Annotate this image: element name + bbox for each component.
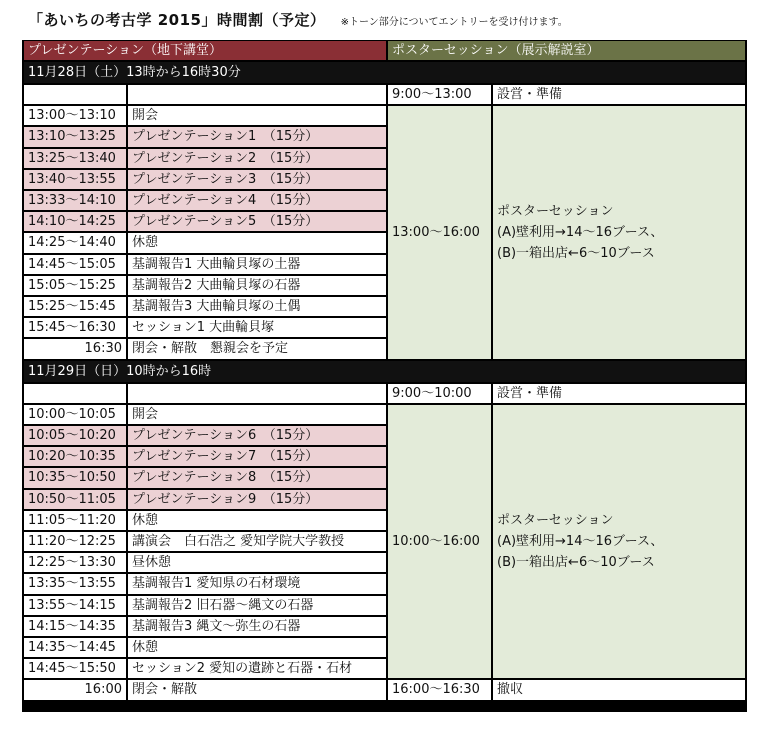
schedule-time: 10:00〜10:05 — [24, 405, 126, 424]
schedule-time: 16:30 — [24, 339, 126, 358]
schedule-time: 13:10〜13:25 — [24, 127, 126, 146]
poster-desc-line: ポスターセッション — [497, 203, 614, 219]
schedule-time: 13:25〜13:40 — [24, 149, 126, 168]
poster-main-time: 13:00〜16:00 — [388, 106, 491, 358]
schedule-time: 14:15〜14:35 — [24, 617, 126, 636]
schedule-time: 10:20〜10:35 — [24, 447, 126, 466]
schedule-description: プレゼンテーション5 （15分） — [128, 212, 386, 231]
poster-desc-line: (B)一箱出店←6〜10ブース — [497, 555, 655, 571]
schedule-time: 15:45〜16:30 — [24, 318, 126, 337]
schedule-description: 休憩 — [128, 638, 386, 657]
schedule-time: 11:05〜11:20 — [24, 511, 126, 530]
schedule-description: 開会 — [128, 106, 386, 125]
presentation-header: プレゼンテーション（地下講堂） — [24, 41, 386, 60]
blank-time-cell — [24, 384, 126, 403]
schedule-time: 10:05〜10:20 — [24, 426, 126, 445]
schedule-description: 講演会 白石浩之 愛知学院大学教授 — [128, 532, 386, 551]
poster-setup-time: 9:00〜10:00 — [388, 384, 491, 403]
schedule-description: プレゼンテーション4 （15分） — [128, 191, 386, 210]
poster-main-time: 10:00〜16:00 — [388, 405, 491, 679]
schedule-table — [22, 40, 747, 712]
schedule-time: 12:25〜13:30 — [24, 553, 126, 572]
schedule-description: 基調報告2 旧石器〜縄文の石器 — [128, 596, 386, 615]
schedule-description: 基調報告2 大曲輪貝塚の石器 — [128, 276, 386, 295]
schedule-time: 13:33〜14:10 — [24, 191, 126, 210]
poster-setup-desc: 設営・準備 — [493, 85, 745, 104]
tone-note: ※トーン部分についてエントリーを受け付けます。 — [340, 17, 568, 28]
schedule-time: 14:45〜15:05 — [24, 255, 126, 274]
schedule-time: 13:35〜13:55 — [24, 574, 126, 593]
schedule-time: 13:00〜13:10 — [24, 106, 126, 125]
schedule-description: プレゼンテーション3 （15分） — [128, 170, 386, 189]
schedule-description: プレゼンテーション9 （15分） — [128, 490, 386, 509]
day-label: 11月29日（日）10時から16時 — [24, 361, 745, 382]
schedule-description: 基調報告1 愛知県の石材環境 — [128, 574, 386, 593]
schedule-description: 基調報告1 大曲輪貝塚の土器 — [128, 255, 386, 274]
schedule-description: 閉会・解散 — [128, 680, 386, 699]
poster-header: ポスターセッション（展示解説室） — [388, 41, 745, 60]
schedule-description: 基調報告3 縄文〜弥生の石器 — [128, 617, 386, 636]
schedule-time: 11:20〜12:25 — [24, 532, 126, 551]
poster-main-desc — [493, 106, 745, 358]
poster-setup-desc: 設営・準備 — [493, 384, 745, 403]
schedule-time: 10:50〜11:05 — [24, 490, 126, 509]
poster-close-time: 16:00〜16:30 — [388, 680, 491, 699]
schedule-description: プレゼンテーション1 （15分） — [128, 127, 386, 146]
schedule-time: 13:55〜14:15 — [24, 596, 126, 615]
poster-desc-line: (A)壁利用→14〜16ブース、 — [497, 534, 664, 550]
schedule-description: 閉会・解散 懇親会を予定 — [128, 339, 386, 358]
schedule-description: 昼休憩 — [128, 553, 386, 572]
poster-desc-line: ポスターセッション — [497, 513, 614, 529]
schedule-time: 13:40〜13:55 — [24, 170, 126, 189]
schedule-time: 15:05〜15:25 — [24, 276, 126, 295]
blank-time-cell — [24, 85, 126, 104]
schedule-description: プレゼンテーション8 （15分） — [128, 468, 386, 487]
schedule-description: 基調報告3 大曲輪貝塚の土偶 — [128, 297, 386, 316]
blank-desc-cell — [128, 85, 386, 104]
schedule-description: プレゼンテーション7 （15分） — [128, 447, 386, 466]
schedule-time: 10:35〜10:50 — [24, 468, 126, 487]
schedule-description: 休憩 — [128, 233, 386, 252]
schedule-time: 14:25〜14:40 — [24, 233, 126, 252]
schedule-description: プレゼンテーション2 （15分） — [128, 149, 386, 168]
schedule-description: セッション2 愛知の遺跡と石器・石材 — [128, 659, 386, 678]
poster-desc-line: (A)壁利用→14〜16ブース、 — [497, 224, 664, 240]
page-title: 「あいちの考古学 2015」時間割（予定） — [28, 11, 326, 29]
schedule-time: 16:00 — [24, 680, 126, 699]
poster-main-desc — [493, 405, 745, 679]
blank-desc-cell — [128, 384, 386, 403]
poster-desc-line: (B)一箱出店←6〜10ブース — [497, 245, 655, 261]
day-label: 11月28日（土）13時から16時30分 — [24, 62, 745, 83]
page-title-area — [28, 9, 568, 33]
poster-setup-time: 9:00〜13:00 — [388, 85, 491, 104]
poster-close-desc: 撤収 — [493, 680, 745, 699]
schedule-description: 開会 — [128, 405, 386, 424]
schedule-time: 14:35〜14:45 — [24, 638, 126, 657]
schedule-description: プレゼンテーション6 （15分） — [128, 426, 386, 445]
schedule-time: 14:10〜14:25 — [24, 212, 126, 231]
schedule-description: 休憩 — [128, 511, 386, 530]
schedule-time: 15:25〜15:45 — [24, 297, 126, 316]
schedule-time: 14:45〜15:50 — [24, 659, 126, 678]
schedule-description: セッション1 大曲輪貝塚 — [128, 318, 386, 337]
